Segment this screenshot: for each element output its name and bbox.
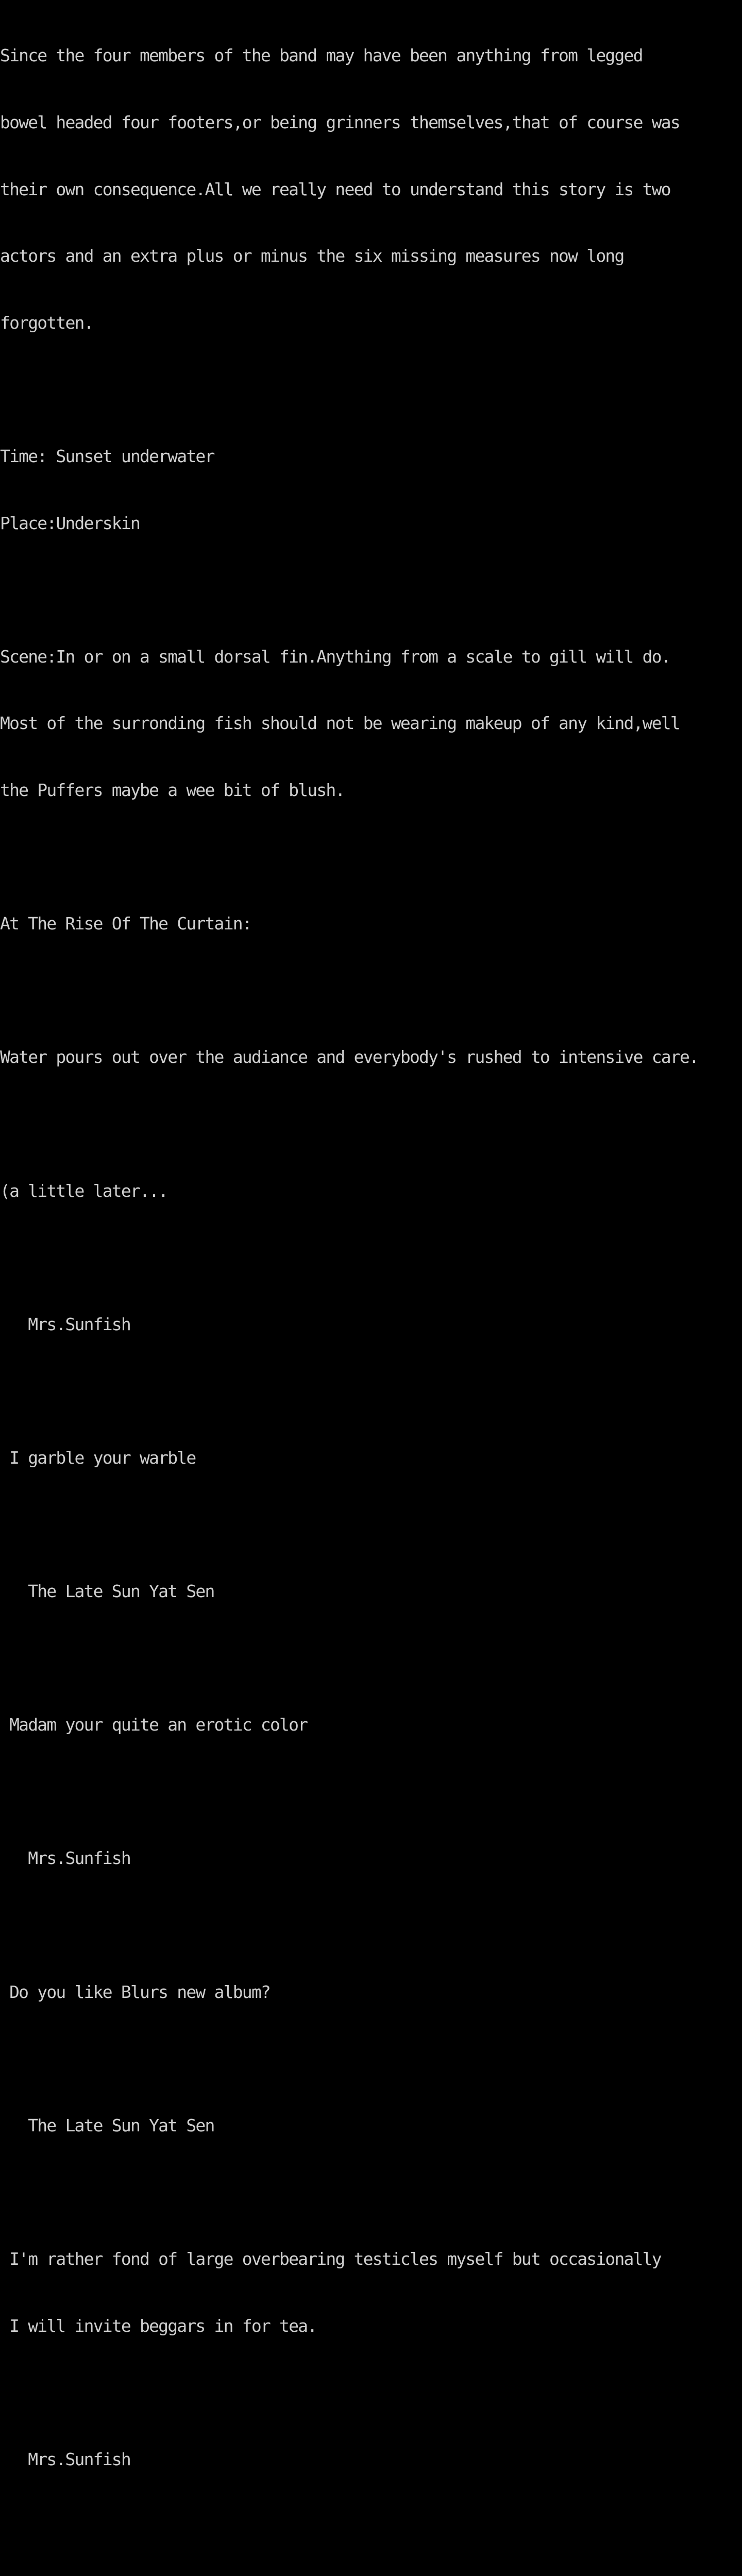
speaker-name: Mrs.Sunfish bbox=[0, 1314, 130, 1334]
heading-line: At The Rise Of The Curtain: bbox=[0, 913, 251, 934]
dialogue-line: Madam your quite an erotic color bbox=[0, 1715, 308, 1735]
text-line: their own consequence.All we really need to understand this story is two bbox=[0, 179, 670, 199]
place-line: Place:Underskin bbox=[0, 513, 140, 533]
text-line: Most of the surronding fish should not be wearing makeup of any kind,well bbox=[0, 713, 680, 734]
dialogue-line: Do you like Blurs new album? bbox=[0, 1981, 270, 2002]
text-line: actors and an extra plus or minus the six missing measures now long bbox=[0, 246, 624, 266]
scene-line: Scene:In or on a small dorsal fin.Anything from a scale to gill will do. bbox=[0, 646, 670, 667]
dialogue-line: I'm rather fond of large overbearing testicles myself but occasionally bbox=[0, 2249, 661, 2269]
blank-line bbox=[0, 2181, 742, 2203]
blank-line bbox=[0, 1914, 742, 1936]
blank-line bbox=[0, 1781, 742, 1803]
blank-line bbox=[0, 579, 742, 601]
speaker-name: Mrs.Sunfish bbox=[0, 2449, 130, 2469]
dialogue-line: I garble your warble bbox=[0, 1447, 196, 1468]
speaker-name: The Late Sun Yat Sen bbox=[0, 2115, 214, 2136]
text-line: the Puffers maybe a wee bit of blush. bbox=[0, 779, 345, 800]
blank-line bbox=[0, 1380, 742, 1402]
blank-line bbox=[0, 979, 742, 1002]
blank-line bbox=[0, 1113, 742, 1135]
blank-line bbox=[0, 378, 742, 400]
blank-line bbox=[0, 2047, 742, 2070]
text-line: forgotten. bbox=[0, 312, 93, 333]
time-line: Time: Sunset underwater bbox=[0, 446, 214, 466]
dialogue-line: I will invite beggars in for tea. bbox=[0, 2315, 317, 2336]
blank-line bbox=[0, 846, 742, 868]
text-line: bowel headed four footers,or being grinners themselves,that of course was bbox=[0, 112, 680, 132]
blank-line bbox=[0, 1513, 742, 1535]
text-line: Water pours out over the audiance and everybody's rushed to intensive care. bbox=[0, 1047, 699, 1067]
stage-direction: (a little later... bbox=[0, 1180, 168, 1201]
text-line: Since the four members of the band may have been anything from legged bbox=[0, 45, 643, 66]
blank-line bbox=[0, 1246, 742, 1268]
blank-line bbox=[0, 2515, 742, 2537]
speaker-name: Mrs.Sunfish bbox=[0, 1848, 130, 1869]
speaker-name: The Late Sun Yat Sen bbox=[0, 1581, 214, 1602]
blank-line bbox=[0, 2381, 742, 2403]
blank-line bbox=[0, 1647, 742, 1669]
